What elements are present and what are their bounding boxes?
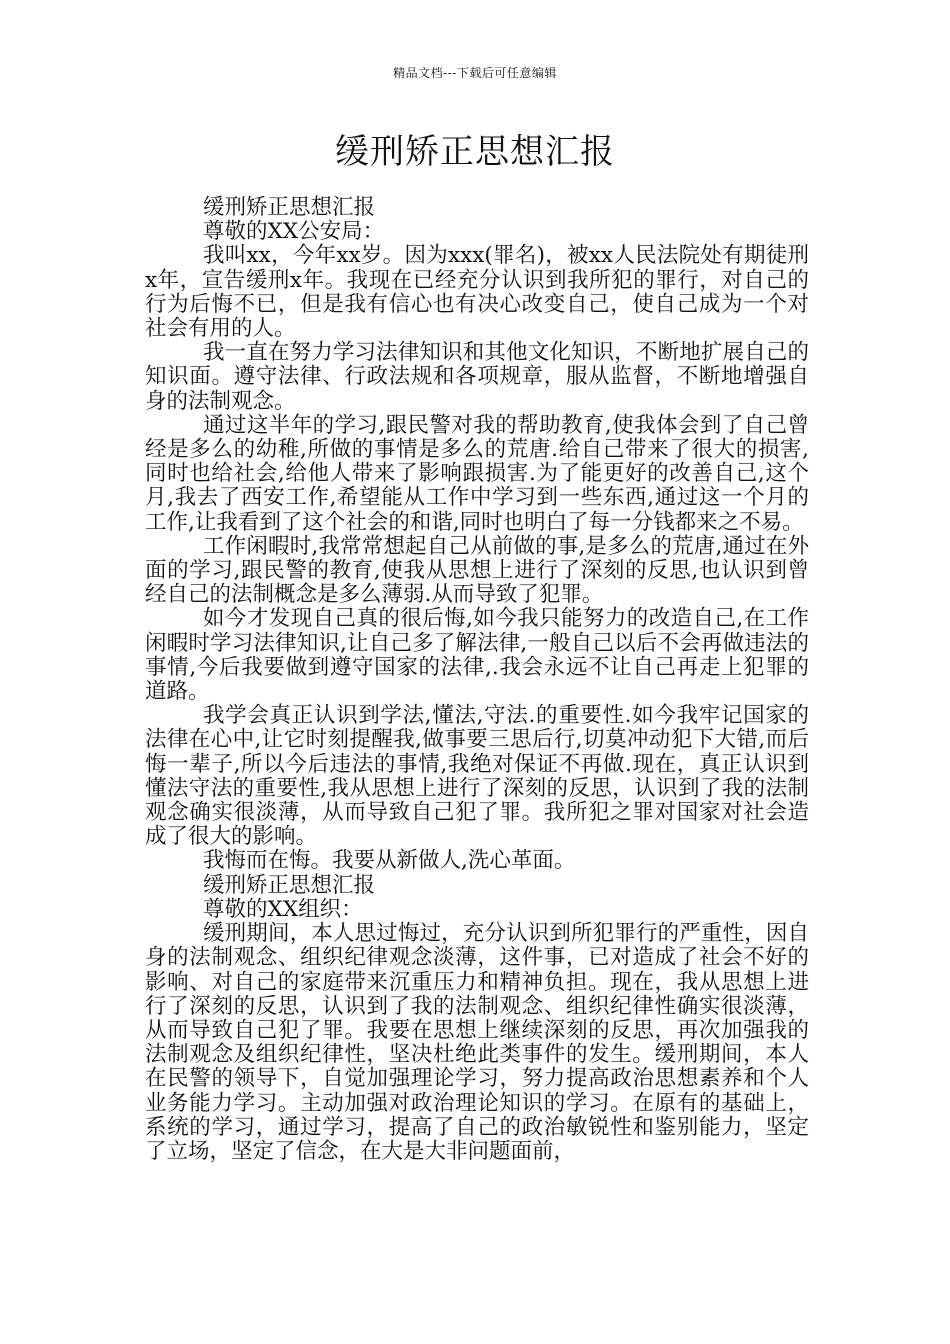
paragraph: 如今才发现自己真的很后悔,如今我只能努力的改造自己,在工作闲暇时学习法律知识,让自己多了解法律,一般自己以后不会再做违法的事情,今后我要做到遵守国家的法律,.我会永远不让自己再走上犯罪的道路。 xyxy=(145,606,809,705)
paragraph-subtitle-1: 缓刑矫正思想汇报 xyxy=(203,195,376,220)
paragraph: 工作闲暇时,我常常想起自己从前做的事,是多么的荒唐,通过在外面的学习,跟民警的教育,使我从思想上进行了深刻的反思,也认识到曾经自己的法制概念是多么薄弱.从而导致了犯罪。 xyxy=(145,533,809,608)
header-note: 精品文档---下载后可任意编辑 xyxy=(393,66,557,80)
paragraph: 缓刑期间，本人思过悔过，充分认识到所犯罪行的严重性，因自身的法制观念、组织纪律观念淡薄，这件事，已对造成了社会不好的影响、对自己的家庭带来沉重压力和精神负担。现在，我从思想上进行了深刻的反思，认识到了我的法制观念、组织纪律性确实很淡薄，从而导致自己犯了罪。我要在思想上继续深刻的反思，再次加强我的法制观念及组织纪律性，坚决杜绝此类事件的发生。缓刑期间，本人在民警的领导下，自觉加强理论学习，努力提高政治思想素养和个人业务能力学习。主动加强对政治理论知识的学习。在原有的基础上，系统的学习，通过学习，提高了自己的政治敏锐性和鉴别能力，坚定了立场，坚定了信念，在大是大非问题面前， xyxy=(145,921,809,1164)
paragraph: 我悔而在悔。我要从新做人,洗心革面。 xyxy=(203,848,576,874)
paragraph: 我学会真正认识到学法,懂法,守法.的重要性.如今我牢记国家的法律在心中,让它时刻提醒我,做事要三思后行,切莫冲动犯下大错,而后悔一辈子,所以今后违法的事情,我绝对保证不再做.现在，真正认识到懂法守法的重要性,我从思想上进行了深刻的反思，认识到了我的法制观念确实很淡薄，从而导致自己犯了罪。我所犯之罪对国家对社会造成了很大的影响。 xyxy=(145,703,809,850)
document-body xyxy=(145,196,809,1164)
paragraph-salutation-1: 尊敬的XX公安局： xyxy=(203,219,385,245)
document-title: 缓刑矫正思想汇报 xyxy=(335,132,615,172)
paragraph: 通过这半年的学习,跟民警对我的帮助教育,使我体会到了自己曾经是多么的幼稚,所做的事情是多么的荒唐.给自己带来了很大的损害,同时也给社会,给他人带来了影响跟损害.为了能更好的改善自己,这个月,我去了西安工作,希望能从工作中学习到一些东西,通过这一个月的工作,让我看到了这个社会的和谐,同时也明白了每一分钱都来之不易。 xyxy=(145,412,809,535)
paragraph-salutation-2: 尊敬的XX组织： xyxy=(203,896,363,922)
paragraph-subtitle-2: 缓刑矫正思想汇报 xyxy=(203,872,376,898)
paragraph: 我叫xx，今年xx岁。因为xxx(罪名)，被xx人民法院处有期徒刑x年，宣告缓刑x年。我现在已经充分认识到我所犯的罪行，对自己的行为后悔不已，但是我有信心也有决心改变自己，使自己成为一个对社会有用的人。 xyxy=(145,243,809,342)
paragraph: 我一直在努力学习法律知识和其他文化知识，不断地扩展自己的知识面。遵守法律、行政法规和各项规章，服从监督，不断地增强自身的法制观念。 xyxy=(145,340,809,414)
